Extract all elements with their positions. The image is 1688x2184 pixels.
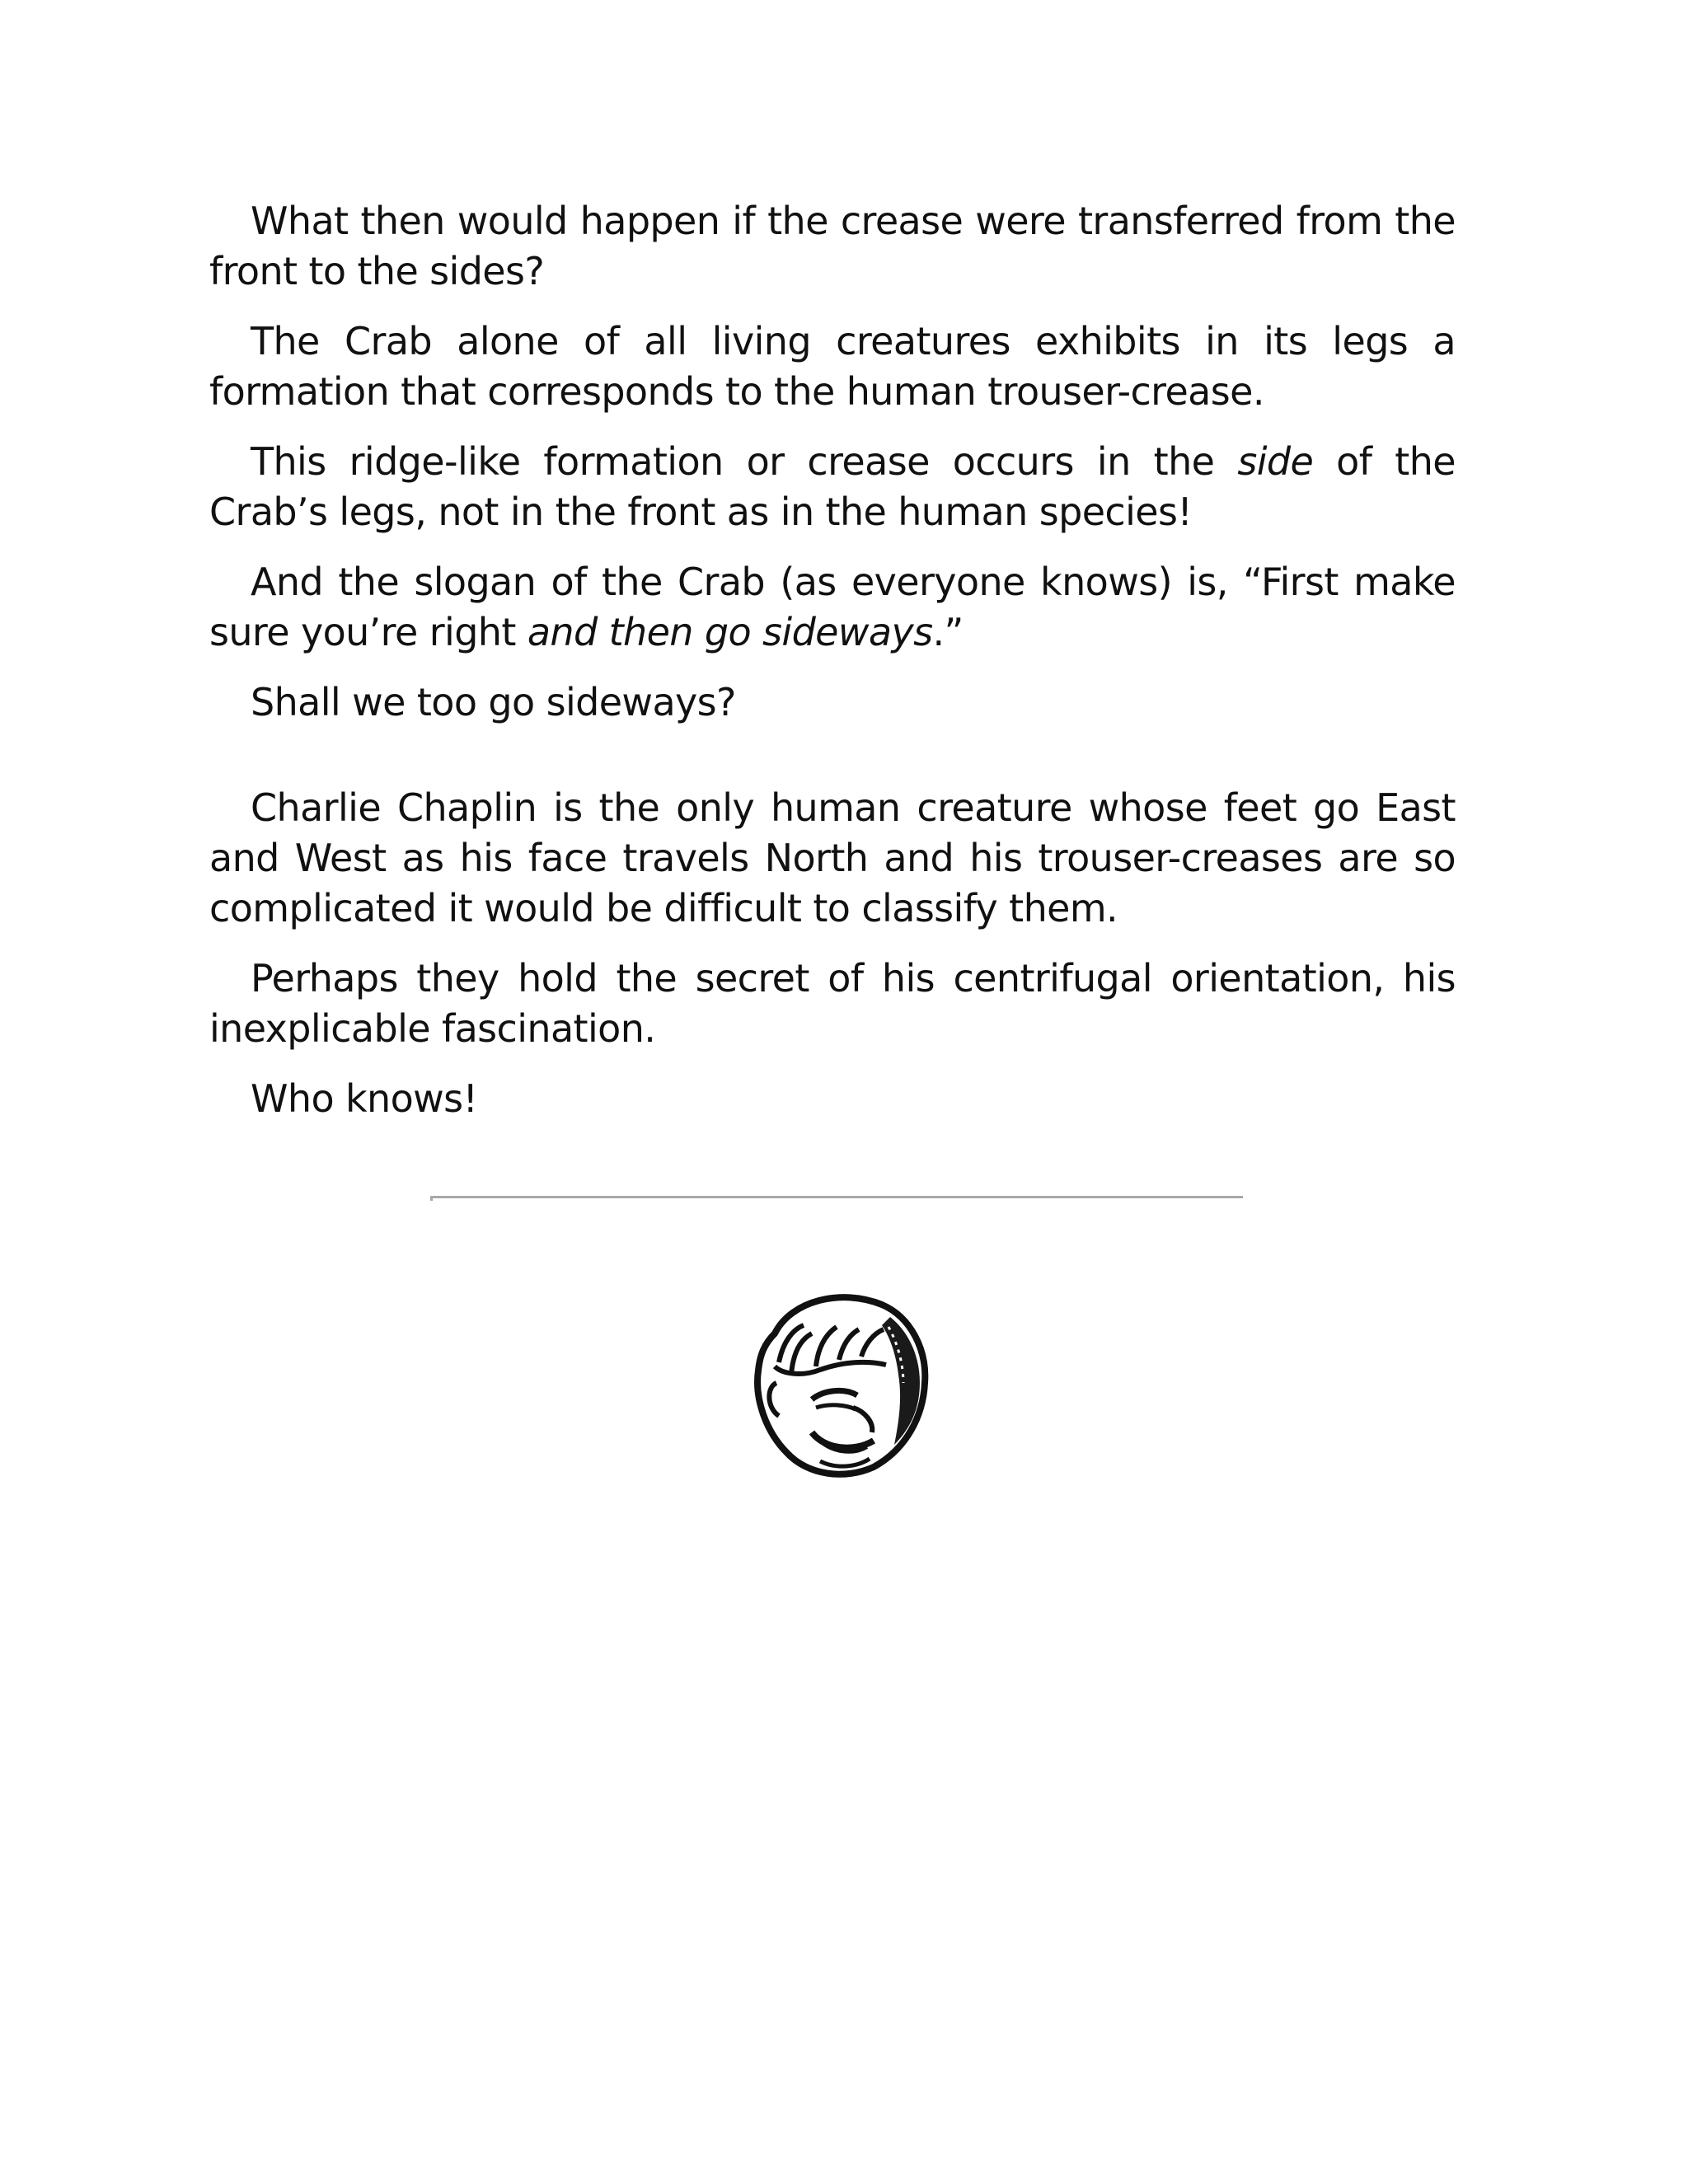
section-gap bbox=[209, 748, 1456, 783]
paragraph-who-knows: Who knows! bbox=[251, 1076, 478, 1121]
emphasis-side: side bbox=[1237, 439, 1314, 484]
paragraph-crab-legs: The Crab alone of all living creatures exhibits in its legs a formation that corresponds to the human trouser-crease. bbox=[209, 319, 1456, 414]
paragraph-slogan-text-start: And the slogan of the Crab (as everyone knows) is, “First make sure you’re right bbox=[209, 560, 1456, 654]
section-divider bbox=[430, 1196, 1243, 1201]
chaplin-head-sketch-icon bbox=[742, 1284, 931, 1482]
paragraph-go-sideways: Shall we too go sideways? bbox=[251, 680, 736, 724]
paragraph-ridge-text-end: of the Crab’s legs, not in the front as in the human species! bbox=[209, 439, 1456, 534]
paragraph-ridge-formation bbox=[209, 437, 1456, 537]
paragraph-secret: Perhaps they hold the secret of his centrifugal orientation, his inexplicable fascination. bbox=[209, 956, 1456, 1051]
paragraph-crease-question: What then would happen if the crease were transferred from the front to the sides? bbox=[209, 199, 1456, 293]
paragraph-charlie-chaplin: Charlie Chaplin is the only human creature whose feet go East and West as his face travels North and his trouser-creases are so complicated it would be difficult to classify them. bbox=[209, 785, 1456, 930]
paragraph-ridge-text-start: This ridge-like formation or crease occurs in the bbox=[251, 439, 1238, 484]
paragraph-slogan-text-end: .” bbox=[932, 610, 964, 654]
paragraph-crab-slogan bbox=[209, 557, 1456, 658]
body-text bbox=[209, 196, 1456, 1144]
emphasis-sideways: and then go sideways bbox=[527, 610, 933, 654]
